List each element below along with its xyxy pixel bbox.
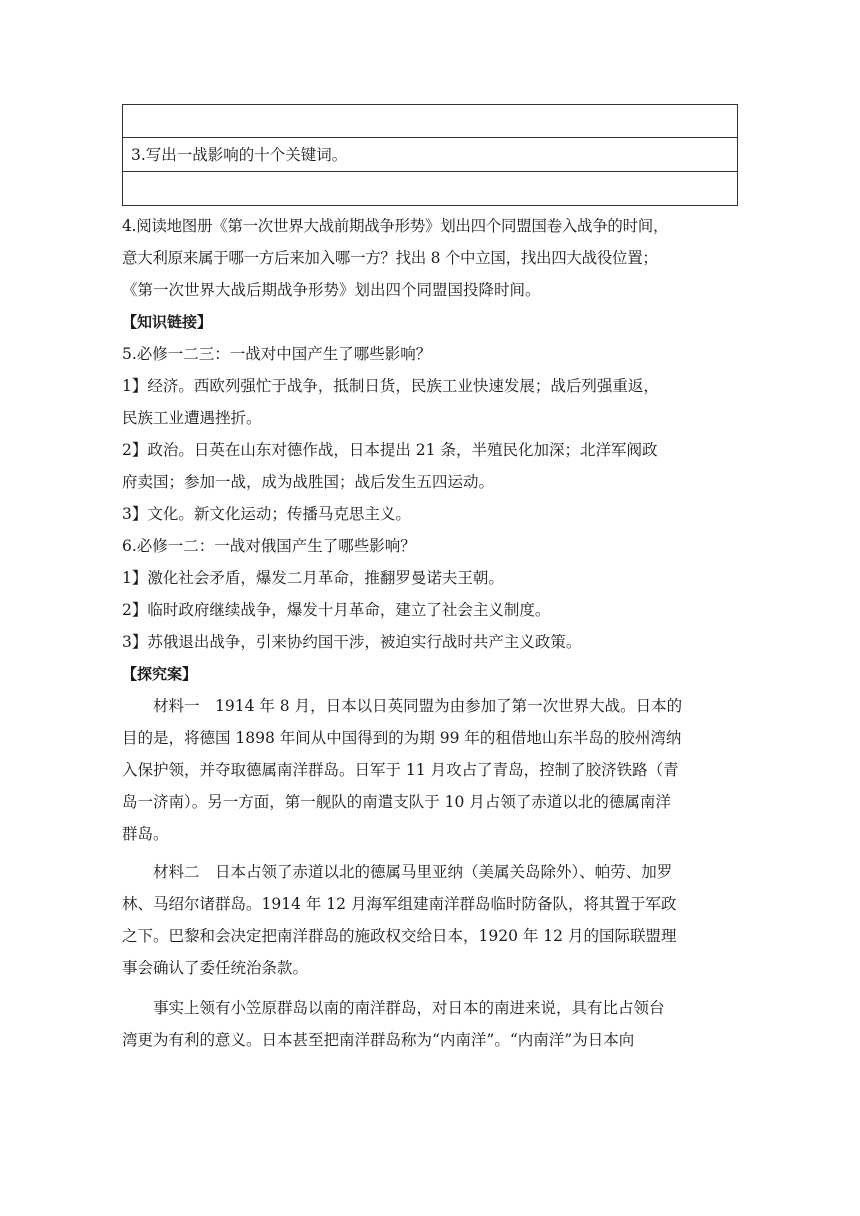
question-5-item: 1】经济。西欧列强忙于战争，抵制日货，民族工业快速发展；战后列强重返， <box>122 377 659 395</box>
material-2 <box>122 856 746 984</box>
material-1-line: 群岛。 <box>122 825 169 843</box>
question-6-item: 1】激化社会矛盾，爆发二月革命，推翻罗曼诺夫王朝。 <box>122 569 504 587</box>
material-3-line: 事实上领有小笠原群岛以南的南洋群岛，对日本的南进来说，具有比占领台 <box>153 999 665 1017</box>
material-2-line: 材料二 日本占领了赤道以北的德属马里亚纳（美属关岛除外）、帕劳、加罗 <box>153 863 673 881</box>
material-1-line: 入保护领，并夺取德属南洋群岛。日军于 11 月攻占了青岛，控制了胶济铁路（青 <box>122 761 679 779</box>
question-5: 5.必修一二三：一战对中国产生了哪些影响？ <box>122 345 432 363</box>
answer-table-row-blank-2 <box>122 172 738 206</box>
question-3-row: 3.写出一战影响的十个关键词。 <box>122 138 738 172</box>
question-5-item: 3】文化。新文化运动；传播马克思主义。 <box>122 505 411 523</box>
question-5-item: 民族工业遭遇挫折。 <box>122 409 262 427</box>
material-2-line: 林、马绍尔诸群岛。1914 年 12 月海军组建南洋群岛临时防备队，将其置于军政 <box>122 895 677 913</box>
question-4 <box>122 210 746 306</box>
question-6-item: 2】临时政府继续战争，爆发十月革命，建立了社会主义制度。 <box>122 601 551 619</box>
material-1-line: 目的是，将德国 1898 年间从中国得到的为期 99 年的租借地山东半岛的胶州湾纳 <box>122 729 682 747</box>
material-3-line: 湾更为有利的意义。日本甚至把南洋群岛称为“内南洋”。“内南洋”为日本向 <box>122 1031 635 1049</box>
question-5-item: 2】政治。日英在山东对德作战，日本提出 21 条，半殖民化加深；北洋军阀政 <box>122 441 658 459</box>
question-6: 6.必修一二：一战对俄国产生了哪些影响？ <box>122 537 416 555</box>
material-1 <box>122 690 746 850</box>
material-3 <box>122 992 746 1056</box>
material-1-line: 岛一济南）。另一方面，第一舰队的南遣支队于 10 月占领了赤道以北的德属南洋 <box>122 793 671 811</box>
document-content <box>122 210 746 1056</box>
answer-table <box>122 104 738 206</box>
question-4-line: 意大利原来属于哪一方后来加入哪一方？找出 8 个中立国，找出四大战役位置； <box>122 249 658 267</box>
knowledge-heading: 【知识链接】 <box>122 313 213 331</box>
material-2-line: 事会确认了委任统治条款。 <box>122 959 309 977</box>
material-1-line: 材料一 1914 年 8 月，日本以日英同盟为由参加了第一次世界大战。日本的 <box>153 697 683 715</box>
question-4-line: 《第一次世界大战后期战争形势》划出四个同盟国投降时间。 <box>122 281 541 299</box>
material-2-line: 之下。巴黎和会决定把南洋群岛的施政权交给日本，1920 年 12 月的国际联盟理 <box>122 927 677 945</box>
question-6-item: 3】苏俄退出战争，引来协约国干涉，被迫实行战时共产主义政策。 <box>122 633 582 651</box>
question-4-line: 4.阅读地图册《第一次世界大战前期战争形势》划出四个同盟国卷入战争的时间， <box>122 217 669 235</box>
inquiry-heading: 【探究案】 <box>122 665 198 683</box>
answer-table-row-blank-1 <box>122 104 738 138</box>
question-5-item: 府卖国；参加一战，成为战胜国；战后发生五四运动。 <box>122 473 495 491</box>
